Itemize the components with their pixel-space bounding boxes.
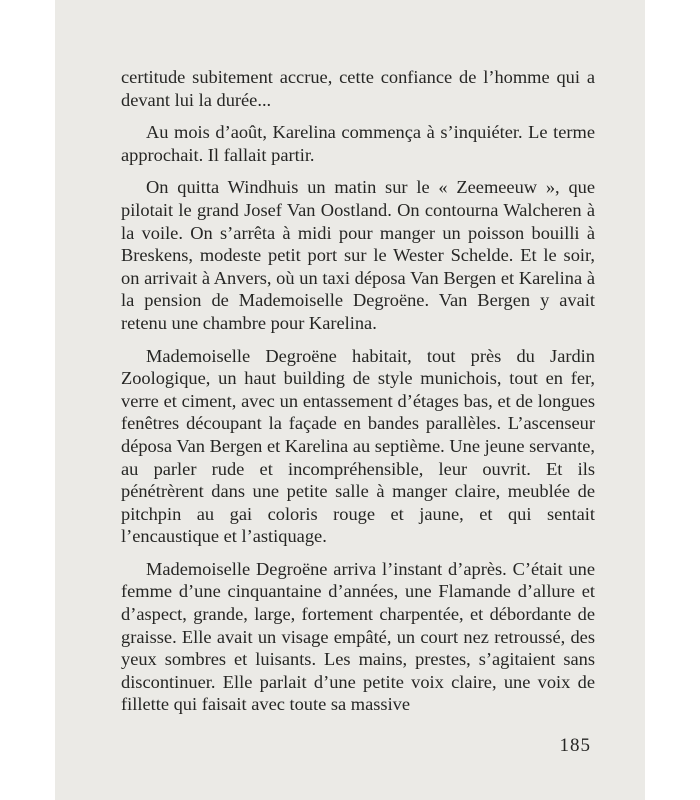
paragraph-4: Mademoiselle Degroëne habitait, tout près du Jardin Zoologique, un haut building de style munichois, tout en fer, verre et ciment, avec un entassement d’étages bas, et de longues fenêtres découpant la façade en bandes parallèles. L’ascenseur déposa Van Bergen et Karelina au septième. Une jeune servante, au parler rude et incompréhensible, leur ouvrit. Et ils pénétrèrent dans une petite salle à manger claire, meublée de pitchpin au gai coloris rouge et jaune, et qui sentait l’encaustique et l’astiquage.: [121, 345, 595, 547]
page-number: 185: [559, 735, 591, 756]
body-text: [121, 66, 595, 716]
paragraph-1: certitude subitement accrue, cette confiance de l’homme qui a devant lui la durée...: [121, 67, 595, 110]
book-page: [55, 0, 645, 800]
paragraph-2: Au mois d’août, Karelina commença à s’inquiéter. Le terme approchait. Il fallait partir.: [121, 122, 595, 165]
paragraph-3: On quitta Windhuis un matin sur le « Zeemeeuw », que pilotait le grand Josef Van Oostland. On contourna Walcheren à la voile. On s’arrêta à midi pour manger un poisson bouilli à Breskens, modeste petit port sur le Wester Schelde. Et le soir, on arrivait à Anvers, où un taxi déposa Van Bergen et Karelina à la pension de Mademoiselle Degroëne. Van Bergen y avait retenu une chambre pour Karelina.: [121, 177, 595, 333]
paragraph-5: Mademoiselle Degroëne arriva l’instant d’après. C’était une femme d’une cinquantaine d’années, une Flamande d’allure et d’aspect, grande, large, fortement charpentée, et débordante de graisse. Elle avait un visage empâté, un court nez retroussé, des yeux sombres et luisants. Les mains, prestes, s’agitaient sans discontinuer. Elle parlait d’une petite voix claire, une voix de fillette qui faisait avec toute sa massive: [121, 558, 595, 715]
